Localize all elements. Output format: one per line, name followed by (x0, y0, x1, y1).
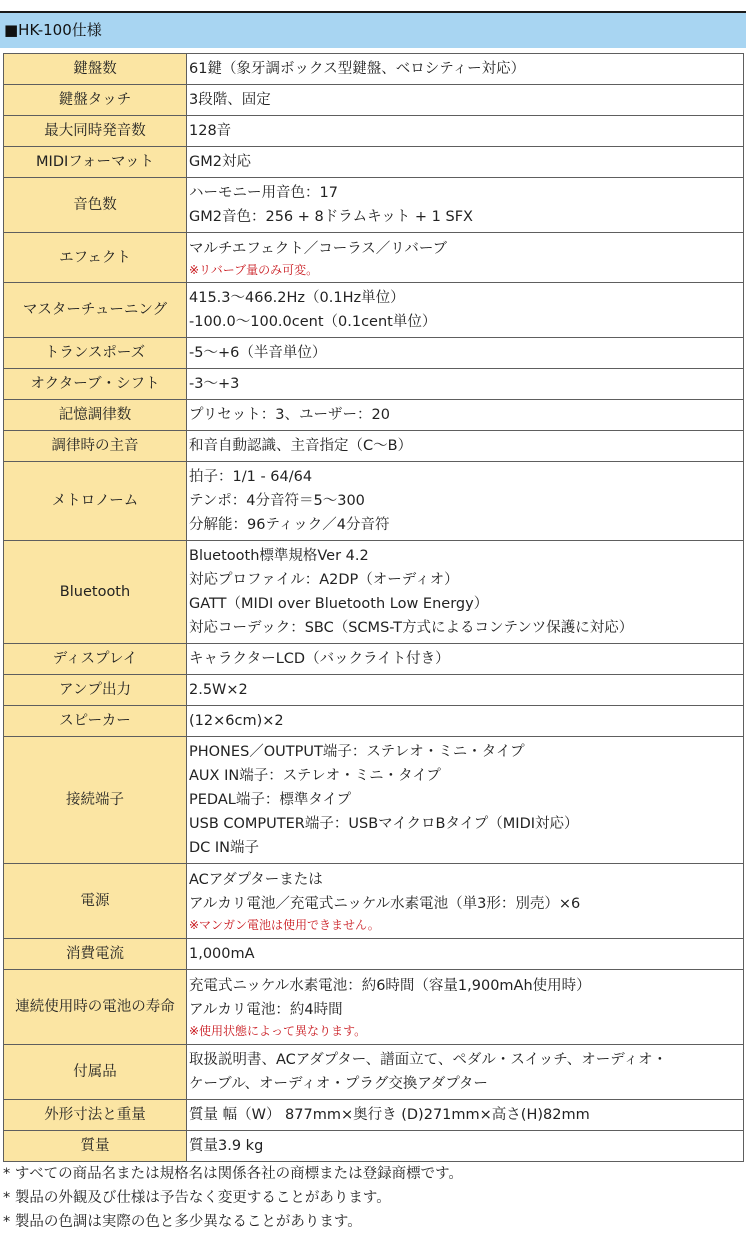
spec-value (187, 338, 744, 369)
spec-label: 音色数 (4, 178, 187, 233)
spec-value-line: -3～+3 (189, 376, 240, 392)
spec-value (187, 737, 744, 864)
spec-label: マスターチューニング (4, 283, 187, 338)
spec-value-line: プリセット：3、ユーザー：20 (189, 407, 390, 423)
spec-value-line: ケーブル、オーディオ・プラグ交換アダプター (189, 1076, 488, 1092)
footnote: * 製品の色調は実際の色と多少異なることがあります。 (3, 1214, 362, 1230)
spec-label: MIDIフォーマット (4, 147, 187, 178)
spec-value (187, 1045, 744, 1100)
spec-value-line: ACアダプターまたは (189, 872, 323, 888)
spec-row (4, 283, 744, 338)
spec-value-line: アルカリ電池：約4時間 (189, 1002, 343, 1018)
spec-label: 調律時の主音 (4, 431, 187, 462)
spec-value-line: 和音自動認識、主音指定（C～B） (189, 438, 413, 454)
spec-row (4, 431, 744, 462)
spec-label: エフェクト (4, 233, 187, 283)
spec-note: ※リバーブ量のみ可変。 (189, 262, 319, 277)
spec-row (4, 462, 744, 541)
spec-row (4, 85, 744, 116)
spec-row (4, 178, 744, 233)
spec-label: 接続端子 (4, 737, 187, 864)
spec-value (187, 283, 744, 338)
spec-label: 電源 (4, 864, 187, 939)
spec-row (4, 675, 744, 706)
spec-value (187, 864, 744, 939)
spec-label: 外形寸法と重量 (4, 1100, 187, 1131)
spec-value-line: AUX IN端子：ステレオ・ミニ・タイプ (189, 768, 441, 784)
section-title: ■HK-100仕様 (4, 21, 102, 39)
spec-value (187, 147, 744, 178)
spec-label: 最大同時発音数 (4, 116, 187, 147)
spec-value (187, 116, 744, 147)
spec-value-line: 2.5W×2 (189, 682, 248, 698)
footnotes (3, 1162, 743, 1234)
spec-value-line: GM2対応 (189, 154, 251, 170)
spec-value-line: 拍子：1/1 - 64/64 (189, 469, 313, 485)
footnote: * すべての商品名または規格名は関係各社の商標または登録商標です。 (3, 1166, 463, 1182)
spec-value-line: 対応プロファイル：A2DP（オーディオ） (189, 572, 459, 588)
spec-value-line: 分解能：96ティック／4分音符 (189, 517, 390, 533)
spec-label: 消費電流 (4, 939, 187, 970)
spec-value (187, 85, 744, 116)
spec-value (187, 1100, 744, 1131)
footnote: * 製品の外観及び仕様は予告なく変更することがあります。 (3, 1190, 391, 1206)
spec-value (187, 54, 744, 85)
spec-row (4, 369, 744, 400)
spec-label: 付属品 (4, 1045, 187, 1100)
spec-note: ※マンガン電池は使用できません。 (189, 918, 380, 932)
spec-row (4, 400, 744, 431)
spec-row (4, 338, 744, 369)
section-header (0, 13, 746, 48)
spec-value-line: 質量3.9 kg (189, 1138, 264, 1154)
spec-label: ディスプレイ (4, 644, 187, 675)
spec-table (3, 53, 744, 1162)
spec-value-line: -100.0～100.0cent（0.1cent単位） (189, 314, 437, 330)
spec-row (4, 644, 744, 675)
spec-label: Bluetooth (4, 541, 187, 644)
spec-value-line: ハーモニー用音色：17 (189, 185, 338, 201)
spec-value-line: マルチエフェクト／コーラス／リバーブ (189, 240, 448, 257)
spec-row (4, 116, 744, 147)
spec-label: アンプ出力 (4, 675, 187, 706)
spec-value-line: 128音 (189, 123, 232, 139)
spec-label: オクターブ・シフト (4, 369, 187, 400)
spec-label: トランスポーズ (4, 338, 187, 369)
spec-value-line: 取扱説明書、ACアダプター、譜面立て、ペダル・スイッチ、オーディオ・ (189, 1052, 668, 1068)
spec-value-line: 61鍵（象牙調ボックス型鍵盤、ベロシティー対応） (189, 61, 526, 77)
spec-row (4, 54, 744, 85)
spec-row (4, 541, 744, 644)
spec-row (4, 1131, 744, 1162)
spec-value-line: GATT（MIDI over Bluetooth Low Energy） (189, 596, 489, 612)
spec-label: スピーカー (4, 706, 187, 737)
spec-value-line: 1,000mA (189, 946, 255, 962)
spec-value (187, 541, 744, 644)
spec-label: 記憶調律数 (4, 400, 187, 431)
spec-value (187, 431, 744, 462)
spec-label: 質量 (4, 1131, 187, 1162)
spec-row (4, 970, 744, 1045)
spec-label: 連続使用時の電池の寿命 (4, 970, 187, 1045)
spec-value (187, 939, 744, 970)
spec-value-line: 3段階、固定 (189, 92, 271, 108)
spec-value (187, 706, 744, 737)
spec-note: ※使用状態によって異なります。 (189, 1024, 367, 1038)
spec-value-line: アルカリ電池／充電式ニッケル水素電池（単3形：別売）×6 (189, 896, 581, 912)
spec-value-line: USB COMPUTER端子：USBマイクロBタイプ（MIDI対応） (189, 816, 579, 832)
spec-value (187, 1131, 744, 1162)
spec-value-line: 質量 幅（W） 877mm×奥行き (D)271mm×高さ(H)82mm (189, 1107, 590, 1123)
spec-row (4, 939, 744, 970)
spec-value-line: PHONES／OUTPUT端子：ステレオ・ミニ・タイプ (189, 744, 525, 760)
spec-row (4, 1100, 744, 1131)
spec-row (4, 706, 744, 737)
spec-value-line: GM2音色：256 + 8ドラムキット + 1 SFX (189, 209, 473, 225)
spec-value (187, 462, 744, 541)
spec-value-line: 415.3～466.2Hz（0.1Hz単位） (189, 290, 405, 306)
spec-value-line: テンポ：4分音符＝5～300 (189, 493, 365, 509)
spec-value (187, 644, 744, 675)
spec-value-line: 充電式ニッケル水素電池：約6時間（容量1,900mAh使用時） (189, 978, 591, 994)
spec-value-line: (12×6cm)×2 (189, 713, 284, 729)
spec-value-line: -5～+6（半音単位） (189, 345, 327, 361)
spec-value (187, 369, 744, 400)
spec-value (187, 675, 744, 706)
spec-row (4, 233, 744, 283)
spec-value (187, 400, 744, 431)
spec-value-line: Bluetooth標準規格Ver 4.2 (189, 548, 369, 564)
spec-label: 鍵盤数 (4, 54, 187, 85)
spec-value-line: PEDAL端子：標準タイプ (189, 792, 352, 808)
spec-row (4, 737, 744, 864)
spec-value (187, 178, 744, 233)
spec-row (4, 147, 744, 178)
spec-value (187, 970, 744, 1045)
spec-value-line: DC IN端子 (189, 840, 260, 856)
spec-row (4, 1045, 744, 1100)
spec-value-line: 対応コーデック：SBC（SCMS-T方式によるコンテンツ保護に対応） (189, 620, 634, 636)
spec-label: 鍵盤タッチ (4, 85, 187, 116)
spec-value (187, 233, 744, 283)
spec-value-line: キャラクターLCD（バックライト付き） (189, 651, 450, 667)
spec-label: メトロノーム (4, 462, 187, 541)
spec-row (4, 864, 744, 939)
